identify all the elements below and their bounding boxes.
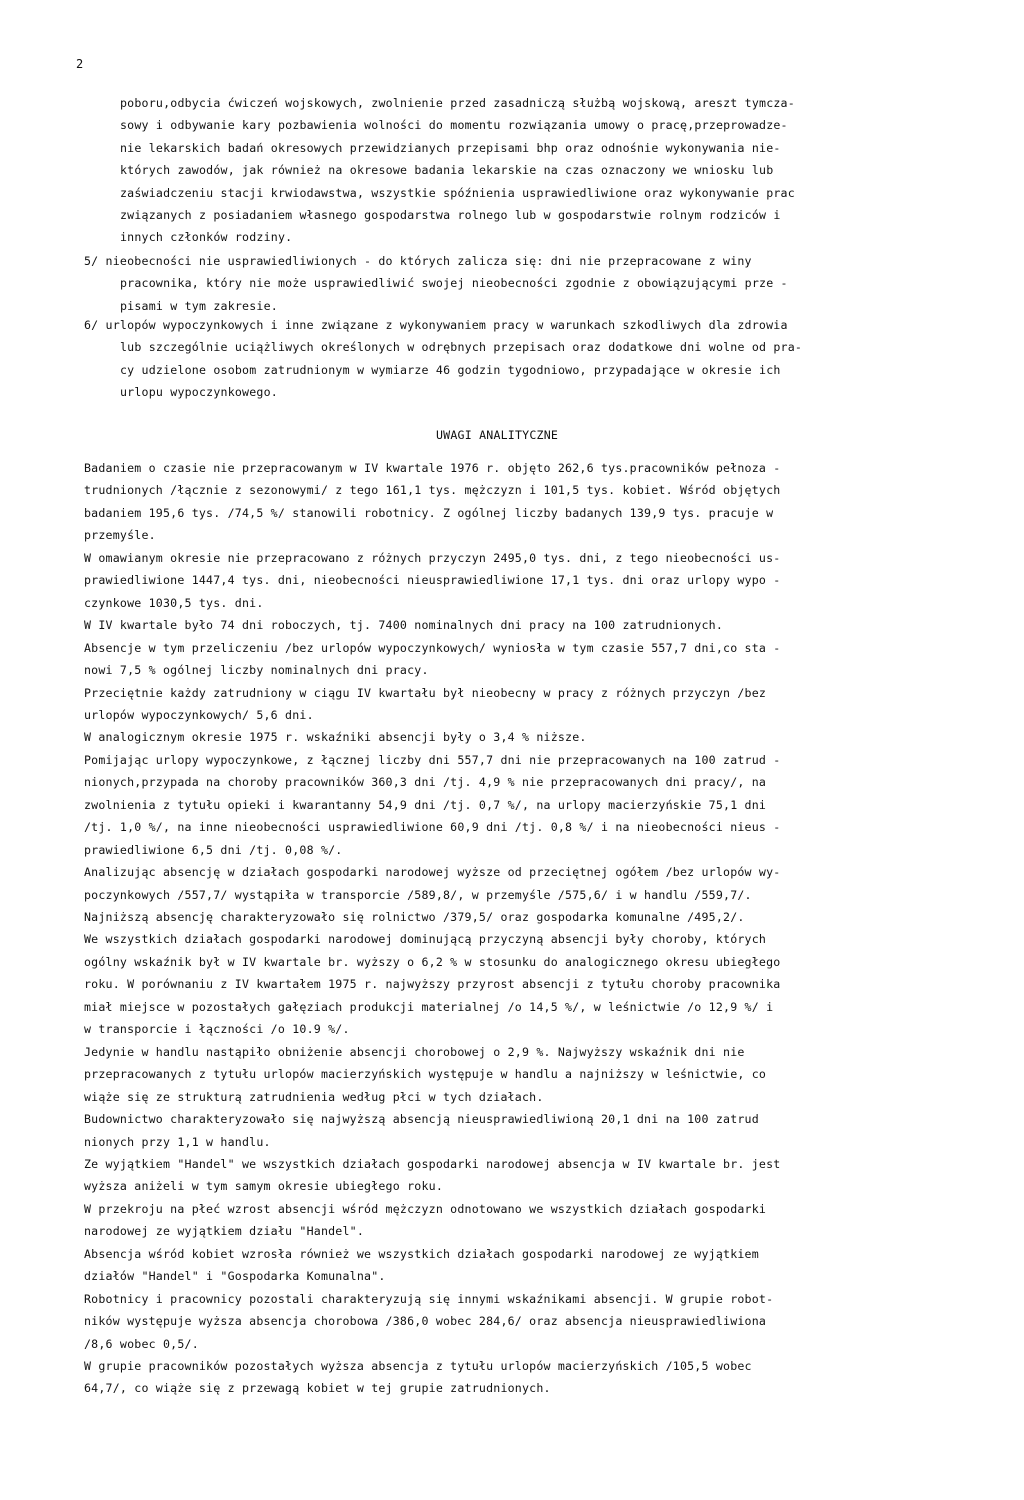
text-line: narodowej ze wyjątkiem działu "Handel". bbox=[84, 1224, 365, 1239]
text-line: poboru,odbycia ćwiczeń wojskowych, zwolnienie przed zasadniczą służbą wojskową, areszt tymcza- bbox=[120, 96, 795, 110]
text-line: Analizując absencję w działach gospodarki narodowej wyższe od przeciętnej ogółem /bez urlopów wy- bbox=[84, 865, 781, 880]
text-line: nionych,przypada na choroby pracowników 360,3 dni /tj. 4,9 % nie przepracowanych dni pracy/, na bbox=[84, 775, 767, 790]
text-line: lub szczególnie uciążliwych określonych w odrębnych przepisach oraz dodatkowe dni wolne od pra- bbox=[120, 340, 803, 355]
text-line: badaniem 195,6 tys. /74,5 %/ stanowili robotnicy. Z ogólnej liczby badanych 139,9 tys. pracuje w bbox=[84, 505, 774, 520]
text-line: prawiedliwione 6,5 dni /tj. 0,08 %/. bbox=[84, 842, 343, 857]
text-line: których zawodów, jak również na okresowe badania lekarskie na czas oznaczony we wniosku lub bbox=[120, 163, 774, 178]
text-line: nowi 7,5 % ogólnej liczby nominalnych dni pracy. bbox=[84, 663, 429, 678]
text-line: prawiedliwione 1447,4 tys. dni, nieobecności nieusprawiedliwione 17,1 tys. dni oraz urlopy wypo - bbox=[84, 573, 781, 588]
text-line: ników występuje wyższa absencja chorobowa /386,0 wobec 284,6/ oraz absencja nieusprawiedliwiona bbox=[84, 1314, 767, 1329]
text-line: Robotnicy i pracownicy pozostali charakteryzują się innymi wskaźnikami absencji. W grupie robot- bbox=[84, 1291, 774, 1306]
text-line: przepracowanych z tytułu urlopów macierzyńskich występuje w handlu a najniższy w leśnictwie, co bbox=[84, 1067, 767, 1082]
text-line: 6/ urlopów wypoczynkowych i inne związane z wykonywaniem pracy w warunkach szkodliwych dla zdrowia bbox=[84, 318, 788, 332]
text-line: W grupie pracowników pozostałych wyższa absencja z tytułu urlopów macierzyńskich /105,5 wobec bbox=[84, 1359, 752, 1373]
text-line: związanych z posiadaniem własnego gospodarstwa rolnego lub w gospodarstwie rolnym rodziców i bbox=[120, 208, 781, 222]
text-line: 64,7/, co wiąże się z przewagą kobiet w tej grupie zatrudnionych. bbox=[84, 1381, 551, 1396]
text-line: działów "Handel" i "Gospodarka Komunalna". bbox=[84, 1269, 386, 1284]
text-line: Ze wyjątkiem "Handel" we wszystkich działach gospodarki narodowej absencja w IV kwartale br. jest bbox=[84, 1156, 781, 1171]
text-line: pracownika, który nie może usprawiedliwić swojej nieobecności zgodnie z obowiązującymi prze - bbox=[120, 276, 788, 291]
text-line: cy udzielone osobom zatrudnionym w wymiarze 46 godzin tygodniowo, przypadające w okresie ich bbox=[120, 362, 781, 377]
text-line: zwolnienia z tytułu opieki i kwarantanny 54,9 dni /tj. 0,7 %/, na urlopy macierzyńskie 75,1 dni bbox=[84, 797, 767, 812]
text-line: Pomijając urlopy wypoczynkowe, z łącznej liczby dni 557,7 dni nie przepracowanych na 100 zatrud - bbox=[84, 752, 781, 767]
text-line: /8,6 wobec 0,5/. bbox=[84, 1336, 199, 1351]
text-line: innych członków rodziny. bbox=[120, 230, 293, 245]
text-line: Przeciętnie każdy zatrudniony w ciągu IV kwartału był nieobecny w pracy z różnych przyczyn /bez bbox=[84, 685, 767, 700]
page-number: 2 bbox=[76, 57, 84, 71]
text-line: w transporcie i łączności /o 10.9 %/. bbox=[84, 1022, 350, 1037]
text-line: poczynkowych /557,7/ wystąpiła w transporcie /589,8/, w przemyśle /575,6/ i w handlu /559,7/. bbox=[84, 887, 752, 902]
text-line: urlopu wypoczynkowego. bbox=[120, 385, 278, 400]
text-line: zaświadczeniu stacji krwiodawstwa, wszystkie spóźnienia usprawiedliwione oraz wykonywanie prac bbox=[120, 185, 795, 200]
text-line: roku. W porównaniu z IV kwartałem 1975 r. najwyższy przyrost absencji z tytułu choroby pracownika bbox=[84, 977, 781, 992]
text-line: Budownictwo charakteryzowało się najwyższą absencją nieusprawiedliwioną 20,1 dni na 100 zatrud bbox=[84, 1112, 759, 1127]
text-line: wiąże się ze strukturą zatrudnienia według płci w tych działach. bbox=[84, 1089, 544, 1104]
text-line: W przekroju na płeć wzrost absencji wśród mężczyzn odnotowano we wszystkich działach gospodarki bbox=[84, 1201, 767, 1216]
text-line: W omawianym okresie nie przepracowano z różnych przyczyn 2495,0 tys. dni, z tego nieobecności us- bbox=[84, 550, 781, 565]
text-line: miał miejsce w pozostałych gałęziach produkcji materialnej /o 14,5 %/, w leśnictwie /o 12,9 %/ i bbox=[84, 999, 774, 1014]
text-line: 5/ nieobecności nie usprawiedliwionych - do których zalicza się: dni nie przepracowane z winy bbox=[84, 254, 752, 268]
text-line: sowy i odbywanie kary pozbawienia wolności do momentu rozwiązania umowy o pracę,przeprowadze- bbox=[120, 118, 788, 133]
text-line: trudnionych /łącznie z sezonowymi/ z tego 161,1 tys. mężczyzn i 101,5 tys. kobiet. Wśród objętych bbox=[84, 483, 781, 498]
text-line: /tj. 1,0 %/, na inne nieobecności usprawiedliwione 60,9 dni /tj. 0,8 %/ i na nieobecności nieus - bbox=[84, 820, 781, 835]
text-line: pisami w tym zakresie. bbox=[120, 298, 278, 313]
text-line: nionych przy 1,1 w handlu. bbox=[84, 1134, 271, 1149]
text-line: W analogicznym okresie 1975 r. wskaźniki absencji były o 3,4 % niższe. bbox=[84, 730, 587, 745]
text-line: We wszystkich działach gospodarki narodowej dominującą przyczyną absencji były choroby, których bbox=[84, 932, 767, 947]
text-line: nie lekarskich badań okresowych przewidzianych przepisami bhp oraz odnośnie wykonywania nie- bbox=[120, 140, 781, 155]
text-line: wyższa aniżeli w tym samym okresie ubiegłego roku. bbox=[84, 1179, 444, 1194]
text-line: urlopów wypoczynkowych/ 5,6 dni. bbox=[84, 707, 314, 722]
text-line: Badaniem o czasie nie przepracowanym w IV kwartale 1976 r. objęto 262,6 tys.pracowników pełnoza - bbox=[84, 461, 781, 475]
text-line: Jedynie w handlu nastąpiło obniżenie absencji chorobowej o 2,9 %. Najwyższy wskaźnik dni nie bbox=[84, 1044, 745, 1059]
text-line: Absencje w tym przeliczeniu /bez urlopów wypoczynkowych/ wyniosła w tym czasie 557,7 dni,co sta - bbox=[84, 640, 781, 655]
text-line: czynkowe 1030,5 tys. dni. bbox=[84, 595, 264, 610]
text-line: przemyśle. bbox=[84, 528, 156, 543]
text-line: ogólny wskaźnik był w IV kwartale br. wyższy o 6,2 % w stosunku do analogicznego okresu ubiegłego bbox=[84, 954, 781, 969]
section-heading: UWAGI ANALITYCZNE bbox=[436, 428, 559, 442]
text-line: Najniższą absencję charakteryzowało się rolnictwo /379,5/ oraz gospodarka komunalne /495,2/. bbox=[84, 910, 745, 924]
text-line: Absencja wśród kobiet wzrosła również we wszystkich działach gospodarki narodowej ze wyjątkiem bbox=[84, 1246, 759, 1261]
text-line: W IV kwartale było 74 dni roboczych, tj. 7400 nominalnych dni pracy na 100 zatrudnionych. bbox=[84, 618, 724, 633]
